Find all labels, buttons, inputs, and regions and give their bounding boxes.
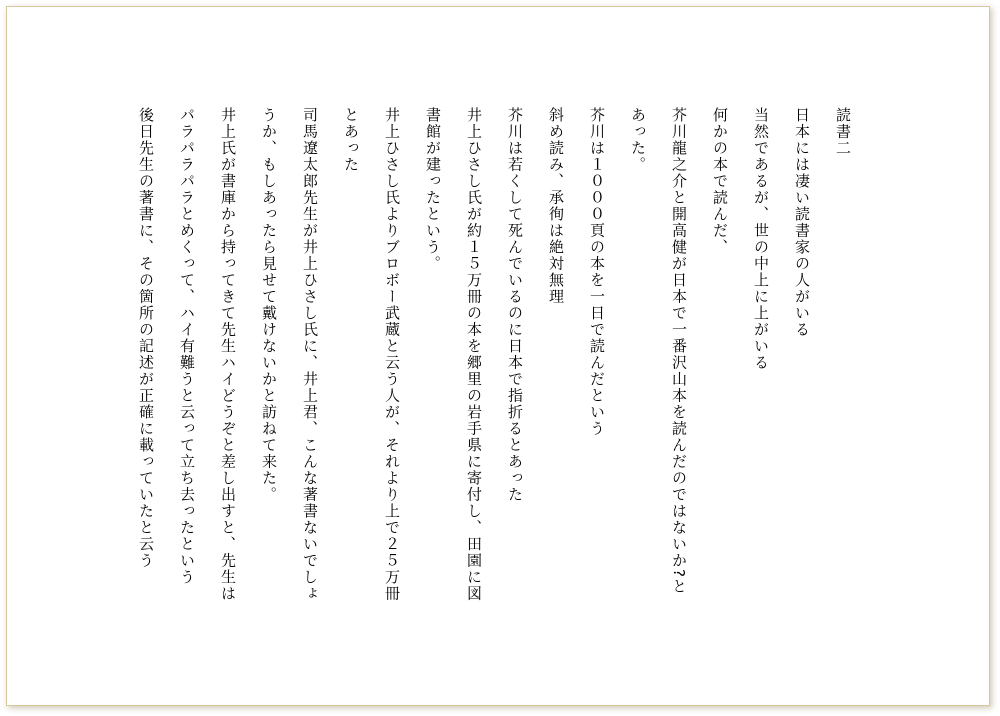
text-line: 芥川龍之介と開高健が日本で一番沢山本を読んだのではないか?と	[670, 107, 688, 595]
text-line: 井上氏が書庫から持ってきて先生ハイどうぞと差し出すと、先生は	[219, 107, 237, 602]
text-line: 当然であるが、世の中上に上がいる	[752, 107, 770, 371]
text-line: 井上ひさし氏が約１５万冊の本を郷里の岩手県に寄付し、田園に図	[465, 107, 483, 602]
text-line: うか、もしあったら見せて戴けないかと訪ねて来た。	[260, 107, 278, 503]
text-line: 後日先生の著書に、その箇所の記述が正確に載っていたと云う	[137, 107, 155, 569]
document-title: 読書二	[834, 107, 852, 157]
text-line: 書館が建ったという。	[424, 107, 442, 272]
text-line: あった。	[629, 107, 647, 173]
text-line: 日本には凄い読書家の人がいる	[793, 107, 811, 338]
text-line: とあった	[342, 107, 360, 173]
text-line: 芥川は若くして死んでいるのに日本で指折るとあった	[506, 107, 524, 503]
text-line: 斜め読み、承徇は絶対無理	[547, 107, 565, 305]
text-line: 井上ひさし氏よりブロボー武蔵と云う人が、それより上で２５万冊	[383, 107, 401, 602]
text-line: 芥川は１０００頁の本を一日で読んだという	[588, 107, 606, 437]
vertical-text-body	[125, 107, 863, 667]
text-line: パラパラパラとめくって、ハイ有難うと云って立ち去ったという	[178, 107, 196, 586]
text-line: 司馬遼太郎先生が井上ひさし氏に、井上君、こんな著書ないでしょ	[301, 107, 319, 602]
text-line: 何かの本で読んだ、	[711, 107, 729, 256]
document-page	[6, 6, 990, 706]
